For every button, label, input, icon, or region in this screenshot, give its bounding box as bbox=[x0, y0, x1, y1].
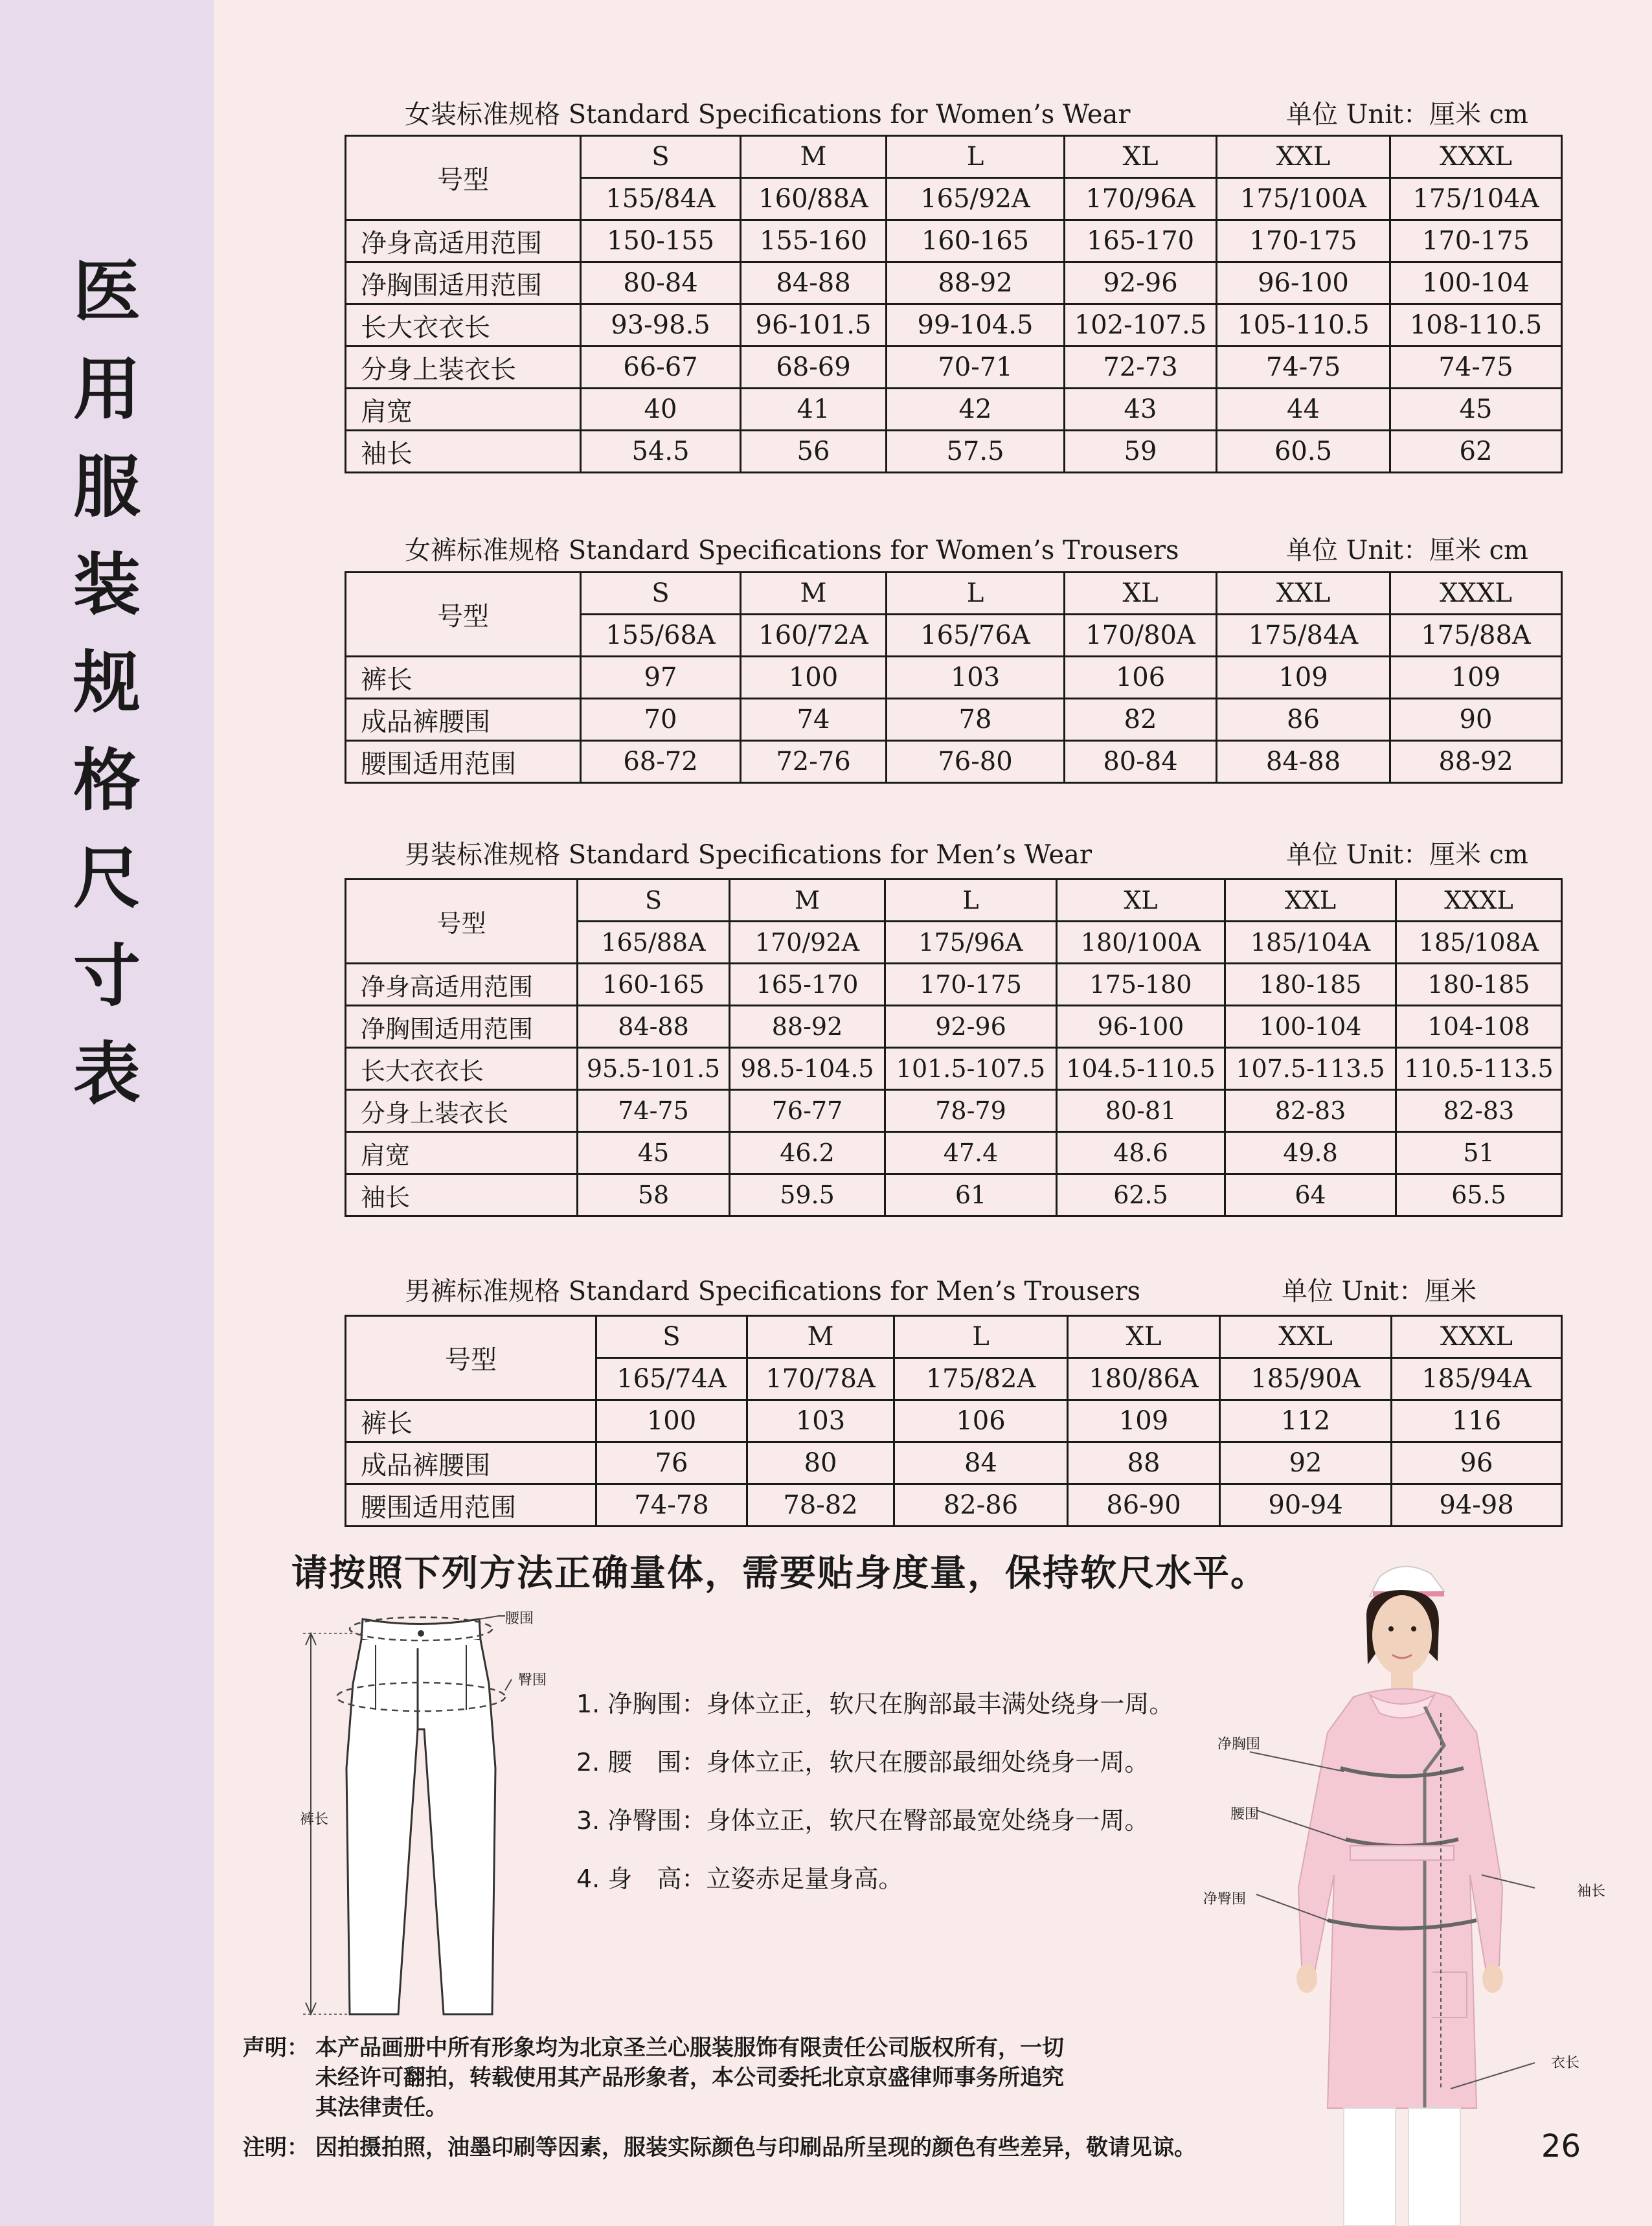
value-cell: 76 bbox=[596, 1442, 747, 1484]
value-cell: 62.5 bbox=[1057, 1174, 1225, 1216]
table-row bbox=[346, 699, 1562, 741]
value-cell: 60.5 bbox=[1217, 431, 1390, 473]
value-cell: 100 bbox=[596, 1400, 747, 1442]
value-cell: 43 bbox=[1065, 389, 1217, 431]
code-cell: 175/82A bbox=[894, 1358, 1068, 1400]
men-trousers-caption: 男裤标准规格 Standard Specifications for Men’s Trousers bbox=[405, 1277, 1141, 1306]
table-row bbox=[346, 1132, 1562, 1174]
value-cell: 76-80 bbox=[887, 741, 1065, 783]
size-cell: XXXL bbox=[1396, 880, 1562, 922]
value-cell: 72-76 bbox=[741, 741, 887, 783]
value-cell: 40 bbox=[581, 389, 741, 431]
size-cell: XXL bbox=[1217, 136, 1390, 178]
value-cell: 59.5 bbox=[730, 1174, 885, 1216]
size-cell: M bbox=[747, 1316, 894, 1358]
table-row bbox=[346, 741, 1562, 783]
table-row bbox=[346, 1090, 1562, 1132]
value-cell: 96-101.5 bbox=[741, 304, 887, 346]
value-cell: 170-175 bbox=[1217, 220, 1390, 262]
table-row bbox=[346, 1400, 1562, 1442]
value-cell: 92-96 bbox=[1065, 262, 1217, 304]
value-cell: 108-110.5 bbox=[1390, 304, 1562, 346]
value-cell: 104-108 bbox=[1396, 1006, 1562, 1048]
value-cell: 45 bbox=[1390, 389, 1562, 431]
row-label: 袖长 bbox=[346, 431, 581, 473]
value-cell: 150-155 bbox=[581, 220, 741, 262]
code-cell: 155/84A bbox=[581, 178, 741, 220]
code-cell: 160/88A bbox=[741, 178, 887, 220]
size-cell: XL bbox=[1057, 880, 1225, 922]
women-trousers-unit: 单位 Unit：厘米 cm bbox=[1285, 536, 1528, 565]
value-cell: 61 bbox=[885, 1174, 1057, 1216]
size-cell: L bbox=[885, 880, 1057, 922]
table-row bbox=[346, 304, 1562, 346]
model-figure bbox=[1230, 1551, 1567, 2226]
men-trousers-table bbox=[345, 1315, 1563, 1527]
value-cell: 76-77 bbox=[730, 1090, 885, 1132]
value-cell: 165-170 bbox=[730, 964, 885, 1006]
length-label: 裤长 bbox=[300, 1811, 329, 1828]
size-cell: L bbox=[887, 573, 1065, 615]
value-cell: 160-165 bbox=[578, 964, 730, 1006]
value-cell: 54.5 bbox=[581, 431, 741, 473]
value-cell: 107.5-113.5 bbox=[1225, 1048, 1396, 1090]
size-cell: XL bbox=[1065, 136, 1217, 178]
figure-sleeve-label: 袖长 bbox=[1577, 1883, 1606, 1900]
row-label: 袖长 bbox=[346, 1174, 578, 1216]
value-cell: 180-185 bbox=[1225, 964, 1396, 1006]
value-cell: 96-100 bbox=[1057, 1006, 1225, 1048]
figure-coat-label: 衣长 bbox=[1551, 2055, 1580, 2071]
value-cell: 105-110.5 bbox=[1217, 304, 1390, 346]
size-cell: L bbox=[887, 136, 1065, 178]
code-cell: 170/92A bbox=[730, 922, 885, 964]
women-wear-table bbox=[345, 135, 1563, 473]
step-height: 4. 身 高：立姿赤足量身高。 bbox=[576, 1865, 903, 1893]
value-cell: 86 bbox=[1217, 699, 1390, 741]
value-cell: 84-88 bbox=[578, 1006, 730, 1048]
row-label: 分身上装衣长 bbox=[346, 1090, 578, 1132]
step-waist: 2. 腰 围：身体立正，软尺在腰部最细处绕身一周。 bbox=[576, 1748, 1149, 1777]
value-cell: 49.8 bbox=[1225, 1132, 1396, 1174]
value-cell: 100-104 bbox=[1225, 1006, 1396, 1048]
row-label: 腰围适用范围 bbox=[346, 1484, 596, 1527]
statement-line: 未经许可翻拍，转载使用其产品形象者，本公司委托北京京盛律师事务所追究 bbox=[315, 2065, 1064, 2091]
row-label: 净胸围适用范围 bbox=[346, 262, 581, 304]
row-label: 长大衣衣长 bbox=[346, 304, 581, 346]
value-cell: 180-185 bbox=[1396, 964, 1562, 1006]
size-cell: S bbox=[581, 573, 741, 615]
value-cell: 80-84 bbox=[1065, 741, 1217, 783]
value-cell: 74-78 bbox=[596, 1484, 747, 1527]
statement-text bbox=[315, 2033, 1222, 2122]
table-row bbox=[346, 389, 1562, 431]
value-cell: 96-100 bbox=[1217, 262, 1390, 304]
value-cell: 82-86 bbox=[894, 1484, 1068, 1527]
statement-label: 声明： bbox=[243, 2035, 309, 2061]
row-label: 成品裤腰围 bbox=[346, 699, 581, 741]
women-trousers-table bbox=[345, 571, 1563, 784]
value-cell: 41 bbox=[741, 389, 887, 431]
value-cell: 51 bbox=[1396, 1132, 1562, 1174]
value-cell: 66-67 bbox=[581, 346, 741, 389]
value-cell: 88-92 bbox=[887, 262, 1065, 304]
code-cell: 165/92A bbox=[887, 178, 1065, 220]
value-cell: 78-79 bbox=[885, 1090, 1057, 1132]
code-cell: 180/100A bbox=[1057, 922, 1225, 964]
value-cell: 84-88 bbox=[741, 262, 887, 304]
value-cell: 96 bbox=[1392, 1442, 1562, 1484]
value-cell: 90-94 bbox=[1220, 1484, 1392, 1527]
value-cell: 175-180 bbox=[1057, 964, 1225, 1006]
size-cell: XXXL bbox=[1392, 1316, 1562, 1358]
value-cell: 116 bbox=[1392, 1400, 1562, 1442]
row-label: 成品裤腰围 bbox=[346, 1442, 596, 1484]
code-cell: 175/104A bbox=[1390, 178, 1562, 220]
value-cell: 65.5 bbox=[1396, 1174, 1562, 1216]
measure-headline: 请按照下列方法正确量体，需要贴身度量，保持软尺水平。 bbox=[291, 1552, 1268, 1595]
value-cell: 84 bbox=[894, 1442, 1068, 1484]
table-row bbox=[346, 1006, 1562, 1048]
code-cell: 175/96A bbox=[885, 922, 1057, 964]
code-cell: 170/78A bbox=[747, 1358, 894, 1400]
value-cell: 58 bbox=[578, 1174, 730, 1216]
title-char: 寸 bbox=[73, 937, 141, 1016]
table-row bbox=[346, 1442, 1562, 1484]
size-cell: L bbox=[894, 1316, 1068, 1358]
value-cell: 68-72 bbox=[581, 741, 741, 783]
code-cell: 175/88A bbox=[1390, 615, 1562, 657]
code-cell: 185/94A bbox=[1392, 1358, 1562, 1400]
header-label: 号型 bbox=[346, 1316, 596, 1400]
value-cell: 103 bbox=[747, 1400, 894, 1442]
note-label: 注明： bbox=[243, 2135, 309, 2161]
table-row bbox=[346, 1174, 1562, 1216]
title-char: 医 bbox=[73, 252, 141, 331]
title-char: 装 bbox=[73, 545, 141, 624]
code-cell: 170/96A bbox=[1065, 178, 1217, 220]
code-cell: 165/76A bbox=[887, 615, 1065, 657]
value-cell: 47.4 bbox=[885, 1132, 1057, 1174]
table-row bbox=[346, 346, 1562, 389]
value-cell: 56 bbox=[741, 431, 887, 473]
value-cell: 84-88 bbox=[1217, 741, 1390, 783]
row-label: 分身上装衣长 bbox=[346, 346, 581, 389]
code-cell: 185/90A bbox=[1220, 1358, 1392, 1400]
value-cell: 70-71 bbox=[887, 346, 1065, 389]
title-char: 服 bbox=[73, 448, 141, 527]
value-cell: 78 bbox=[887, 699, 1065, 741]
title-char: 规 bbox=[73, 643, 141, 722]
figure-waist-label: 腰围 bbox=[1230, 1806, 1260, 1823]
title-char: 尺 bbox=[73, 839, 141, 918]
value-cell: 92-96 bbox=[885, 1006, 1057, 1048]
row-label: 长大衣衣长 bbox=[346, 1048, 578, 1090]
men-wear-table bbox=[345, 878, 1563, 1217]
table-row bbox=[346, 1484, 1562, 1527]
value-cell: 98.5-104.5 bbox=[730, 1048, 885, 1090]
code-cell: 175/100A bbox=[1217, 178, 1390, 220]
men-wear-unit: 单位 Unit：厘米 cm bbox=[1285, 840, 1528, 870]
row-label: 净身高适用范围 bbox=[346, 964, 578, 1006]
hip-label: 臀围 bbox=[518, 1672, 547, 1688]
code-cell: 165/74A bbox=[596, 1358, 747, 1400]
value-cell: 82-83 bbox=[1396, 1090, 1562, 1132]
figure-chest-label: 净胸围 bbox=[1217, 1736, 1261, 1753]
value-cell: 109 bbox=[1217, 657, 1390, 699]
size-cell: XXXL bbox=[1390, 573, 1562, 615]
code-cell: 185/108A bbox=[1396, 922, 1562, 964]
header-label: 号型 bbox=[346, 136, 581, 220]
value-cell: 88 bbox=[1068, 1442, 1220, 1484]
value-cell: 97 bbox=[581, 657, 741, 699]
value-cell: 62 bbox=[1390, 431, 1562, 473]
men-wear-caption: 男装标准规格 Standard Specifications for Men’s Wear bbox=[405, 840, 1092, 870]
value-cell: 42 bbox=[887, 389, 1065, 431]
value-cell: 44 bbox=[1217, 389, 1390, 431]
value-cell: 88-92 bbox=[730, 1006, 885, 1048]
value-cell: 100-104 bbox=[1390, 262, 1562, 304]
value-cell: 110.5-113.5 bbox=[1396, 1048, 1562, 1090]
step-chest: 1. 净胸围：身体立正，软尺在胸部最丰满处绕身一周。 bbox=[576, 1690, 1174, 1718]
value-cell: 103 bbox=[887, 657, 1065, 699]
value-cell: 109 bbox=[1068, 1400, 1220, 1442]
value-cell: 74-75 bbox=[1390, 346, 1562, 389]
statement-line: 其法律责任。 bbox=[315, 2095, 447, 2120]
row-label: 裤长 bbox=[346, 1400, 596, 1442]
value-cell: 82-83 bbox=[1225, 1090, 1396, 1132]
size-cell: S bbox=[596, 1316, 747, 1358]
measure-steps bbox=[576, 1675, 1289, 1908]
vertical-page-title bbox=[65, 243, 149, 1123]
value-cell: 106 bbox=[1065, 657, 1217, 699]
value-cell: 86-90 bbox=[1068, 1484, 1220, 1527]
row-label: 净身高适用范围 bbox=[346, 220, 581, 262]
value-cell: 72-73 bbox=[1065, 346, 1217, 389]
size-cell: S bbox=[581, 136, 741, 178]
size-cell: XXXL bbox=[1390, 136, 1562, 178]
code-cell: 165/88A bbox=[578, 922, 730, 964]
value-cell: 95.5-101.5 bbox=[578, 1048, 730, 1090]
size-cell: M bbox=[730, 880, 885, 922]
size-cell: XXL bbox=[1217, 573, 1390, 615]
code-cell: 185/104A bbox=[1225, 922, 1396, 964]
note-text: 因拍摄拍照，油墨印刷等因素，服装实际颜色与印刷品所呈现的颜色有些差异，敬请见谅。 bbox=[315, 2135, 1196, 2161]
value-cell: 100 bbox=[741, 657, 887, 699]
title-char: 格 bbox=[73, 741, 141, 820]
row-label: 肩宽 bbox=[346, 389, 581, 431]
title-char: 表 bbox=[73, 1034, 141, 1113]
value-cell: 68-69 bbox=[741, 346, 887, 389]
table-row bbox=[346, 964, 1562, 1006]
value-cell: 93-98.5 bbox=[581, 304, 741, 346]
value-cell: 74-75 bbox=[1217, 346, 1390, 389]
table-row bbox=[346, 657, 1562, 699]
value-cell: 165-170 bbox=[1065, 220, 1217, 262]
step-hip: 3. 净臀围：身体立正，软尺在臀部最宽处绕身一周。 bbox=[576, 1806, 1149, 1835]
women-trousers-caption: 女裤标准规格 Standard Specifications for Women’s Trousers bbox=[405, 536, 1179, 565]
value-cell: 80-81 bbox=[1057, 1090, 1225, 1132]
value-cell: 74-75 bbox=[578, 1090, 730, 1132]
value-cell: 104.5-110.5 bbox=[1057, 1048, 1225, 1090]
value-cell: 64 bbox=[1225, 1174, 1396, 1216]
value-cell: 80-84 bbox=[581, 262, 741, 304]
value-cell: 99-104.5 bbox=[887, 304, 1065, 346]
page-number: 26 bbox=[1541, 2128, 1581, 2164]
value-cell: 74 bbox=[741, 699, 887, 741]
size-cell: XXL bbox=[1225, 880, 1396, 922]
value-cell: 102-107.5 bbox=[1065, 304, 1217, 346]
table-row bbox=[346, 431, 1562, 473]
value-cell: 170-175 bbox=[885, 964, 1057, 1006]
code-cell: 175/84A bbox=[1217, 615, 1390, 657]
value-cell: 70 bbox=[581, 699, 741, 741]
table-row bbox=[346, 1048, 1562, 1090]
title-char: 用 bbox=[73, 350, 141, 429]
code-cell: 170/80A bbox=[1065, 615, 1217, 657]
size-cell: S bbox=[578, 880, 730, 922]
value-cell: 57.5 bbox=[887, 431, 1065, 473]
value-cell: 160-165 bbox=[887, 220, 1065, 262]
statement-line: 本产品画册中所有形象均为北京圣兰心服装服饰有限责任公司版权所有，一切 bbox=[315, 2035, 1064, 2061]
size-cell: XL bbox=[1065, 573, 1217, 615]
value-cell: 48.6 bbox=[1057, 1132, 1225, 1174]
row-label: 肩宽 bbox=[346, 1132, 578, 1174]
women-wear-caption: 女装标准规格 Standard Specifications for Women’s Wear bbox=[405, 100, 1131, 130]
value-cell: 88-92 bbox=[1390, 741, 1562, 783]
table-row bbox=[346, 262, 1562, 304]
size-cell: XL bbox=[1068, 1316, 1220, 1358]
value-cell: 59 bbox=[1065, 431, 1217, 473]
women-wear-unit: 单位 Unit：厘米 cm bbox=[1285, 100, 1528, 130]
value-cell: 92 bbox=[1220, 1442, 1392, 1484]
value-cell: 45 bbox=[578, 1132, 730, 1174]
men-trousers-unit: 单位 Unit：厘米 bbox=[1281, 1277, 1477, 1306]
size-cell: XXL bbox=[1220, 1316, 1392, 1358]
value-cell: 80 bbox=[747, 1442, 894, 1484]
waist-label: 腰围 bbox=[505, 1611, 534, 1627]
value-cell: 101.5-107.5 bbox=[885, 1048, 1057, 1090]
value-cell: 90 bbox=[1390, 699, 1562, 741]
row-label: 裤长 bbox=[346, 657, 581, 699]
size-cell: M bbox=[741, 573, 887, 615]
value-cell: 170-175 bbox=[1390, 220, 1562, 262]
value-cell: 109 bbox=[1390, 657, 1562, 699]
code-cell: 160/72A bbox=[741, 615, 887, 657]
value-cell: 112 bbox=[1220, 1400, 1392, 1442]
code-cell: 180/86A bbox=[1068, 1358, 1220, 1400]
code-cell: 155/68A bbox=[581, 615, 741, 657]
table-row bbox=[346, 220, 1562, 262]
value-cell: 106 bbox=[894, 1400, 1068, 1442]
header-label: 号型 bbox=[346, 880, 578, 964]
value-cell: 94-98 bbox=[1392, 1484, 1562, 1527]
header-label: 号型 bbox=[346, 573, 581, 657]
value-cell: 46.2 bbox=[730, 1132, 885, 1174]
figure-hip-label: 净臀围 bbox=[1203, 1891, 1247, 1907]
size-cell: M bbox=[741, 136, 887, 178]
value-cell: 82 bbox=[1065, 699, 1217, 741]
row-label: 净胸围适用范围 bbox=[346, 1006, 578, 1048]
value-cell: 155-160 bbox=[741, 220, 887, 262]
value-cell: 78-82 bbox=[747, 1484, 894, 1527]
row-label: 腰围适用范围 bbox=[346, 741, 581, 783]
